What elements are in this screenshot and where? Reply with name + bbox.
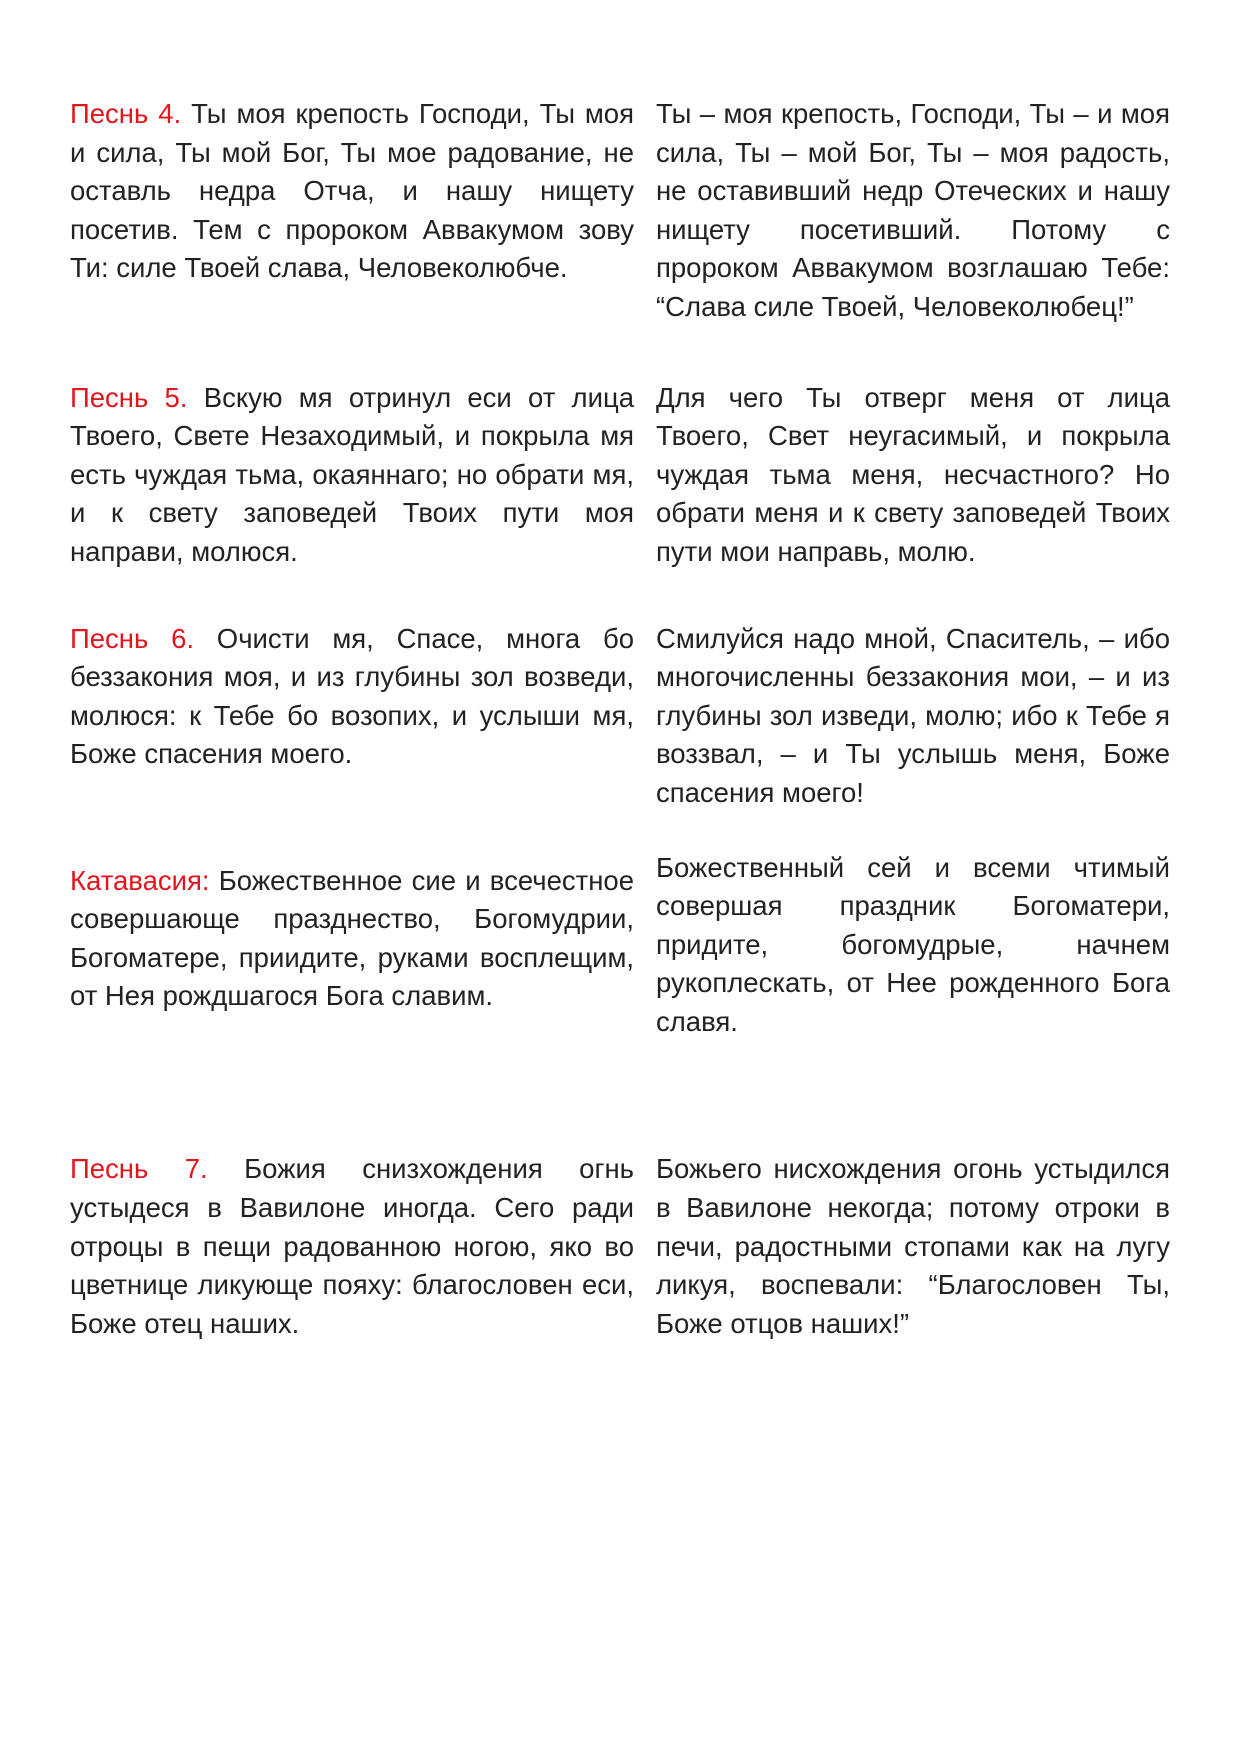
section-label: Песнь 7. bbox=[70, 1153, 208, 1185]
church-slavonic-text bbox=[70, 849, 634, 1042]
russian-translation-text: Для чего Ты отверг меня от лица Твоего, Свет неугасимый, и покрыла чуждая тьма меня, несчастного? Но обрати меня и к свету заповедей Твоих пути мои направь, молю. bbox=[656, 381, 1170, 567]
russian-translation-text: Ты – моя крепость, Господи, Ты – и моя сила, Ты – мой Бог, Ты – моя радость, не оставивший недр Отеческих и нашу нищету посетивший. Потому с пророком Аввакумом возглашаю Тебе: “Слава силе Твоей, Человеколюбец!” bbox=[656, 98, 1170, 322]
russian-translation-text: Божественный сей и всеми чтимый совершая праздник Богоматери, придите, богомудрые, начнем рукоплескать, от Нее рожденного Бога славя. bbox=[656, 851, 1170, 1037]
section-katavasia bbox=[70, 849, 1170, 1042]
section-text: Божия снизхождения огнь устыдеся в Вавилоне иногда. Сего ради отроцы в пещи радованною ногою, яко во цветнице ликующе пояху: благословен еси, Боже отец наших. bbox=[70, 1153, 634, 1339]
russian-translation-text: Смилуйся надо мной, Спаситель, – ибо многочисленны беззакония мои, – и из глубины зол изведи, молю; ибо к Тебе я воззвал, – и Ты услышь меня, Боже спасения моего! bbox=[656, 622, 1170, 808]
section-song-6 bbox=[70, 620, 1170, 813]
section-text: Ты моя крепость Господи, Ты моя и сила, Ты мой Бог, Ты мое радование, не оставль недра Отча, и нашу нищету посетив. Тем с пророком Аввакумом зову Ти: силе Твоей слава, Человеколюбче. bbox=[70, 98, 634, 284]
section-label: Катавасия: bbox=[70, 864, 210, 896]
section-text: Очисти мя, Спасе, многа бо беззакония моя, и из глубины зол возведи, молюся: к Тебе бо возопих, и услыши мя, Боже спасения моего. bbox=[70, 622, 634, 770]
church-slavonic-text bbox=[70, 1150, 634, 1343]
section-song-7 bbox=[70, 1150, 1170, 1343]
section-song-5 bbox=[70, 379, 1170, 572]
section-song-4 bbox=[70, 95, 1170, 327]
section-label: Песнь 6. bbox=[70, 622, 195, 654]
section-text: Вскую мя отринул еси от лица Твоего, Свете Незаходимый, и покрыла мя есть чуждая тьма, окаяннаго; но обрати мя, и к свету заповедей Твоих пути моя направи, молюся. bbox=[70, 381, 634, 567]
section-label: Песнь 5. bbox=[70, 381, 188, 413]
russian-translation-text: Божьего нисхождения огонь устыдился в Вавилоне некогда; потому отроки в печи, радостными стопами как на лугу ликуя, воспевали: “Благословен Ты, Боже отцов наших!” bbox=[656, 1153, 1170, 1339]
church-slavonic-text bbox=[70, 620, 634, 813]
church-slavonic-text bbox=[70, 379, 634, 572]
section-text: Божественное сие и всечестное совершающе празднество, Богомудрии, Богоматере, приидите, руками восплещим, от Нея рождшагося Бога славим. bbox=[70, 864, 634, 1012]
section-label: Песнь 4. bbox=[70, 98, 182, 129]
document-page bbox=[70, 95, 1170, 1343]
church-slavonic-text bbox=[70, 95, 634, 327]
